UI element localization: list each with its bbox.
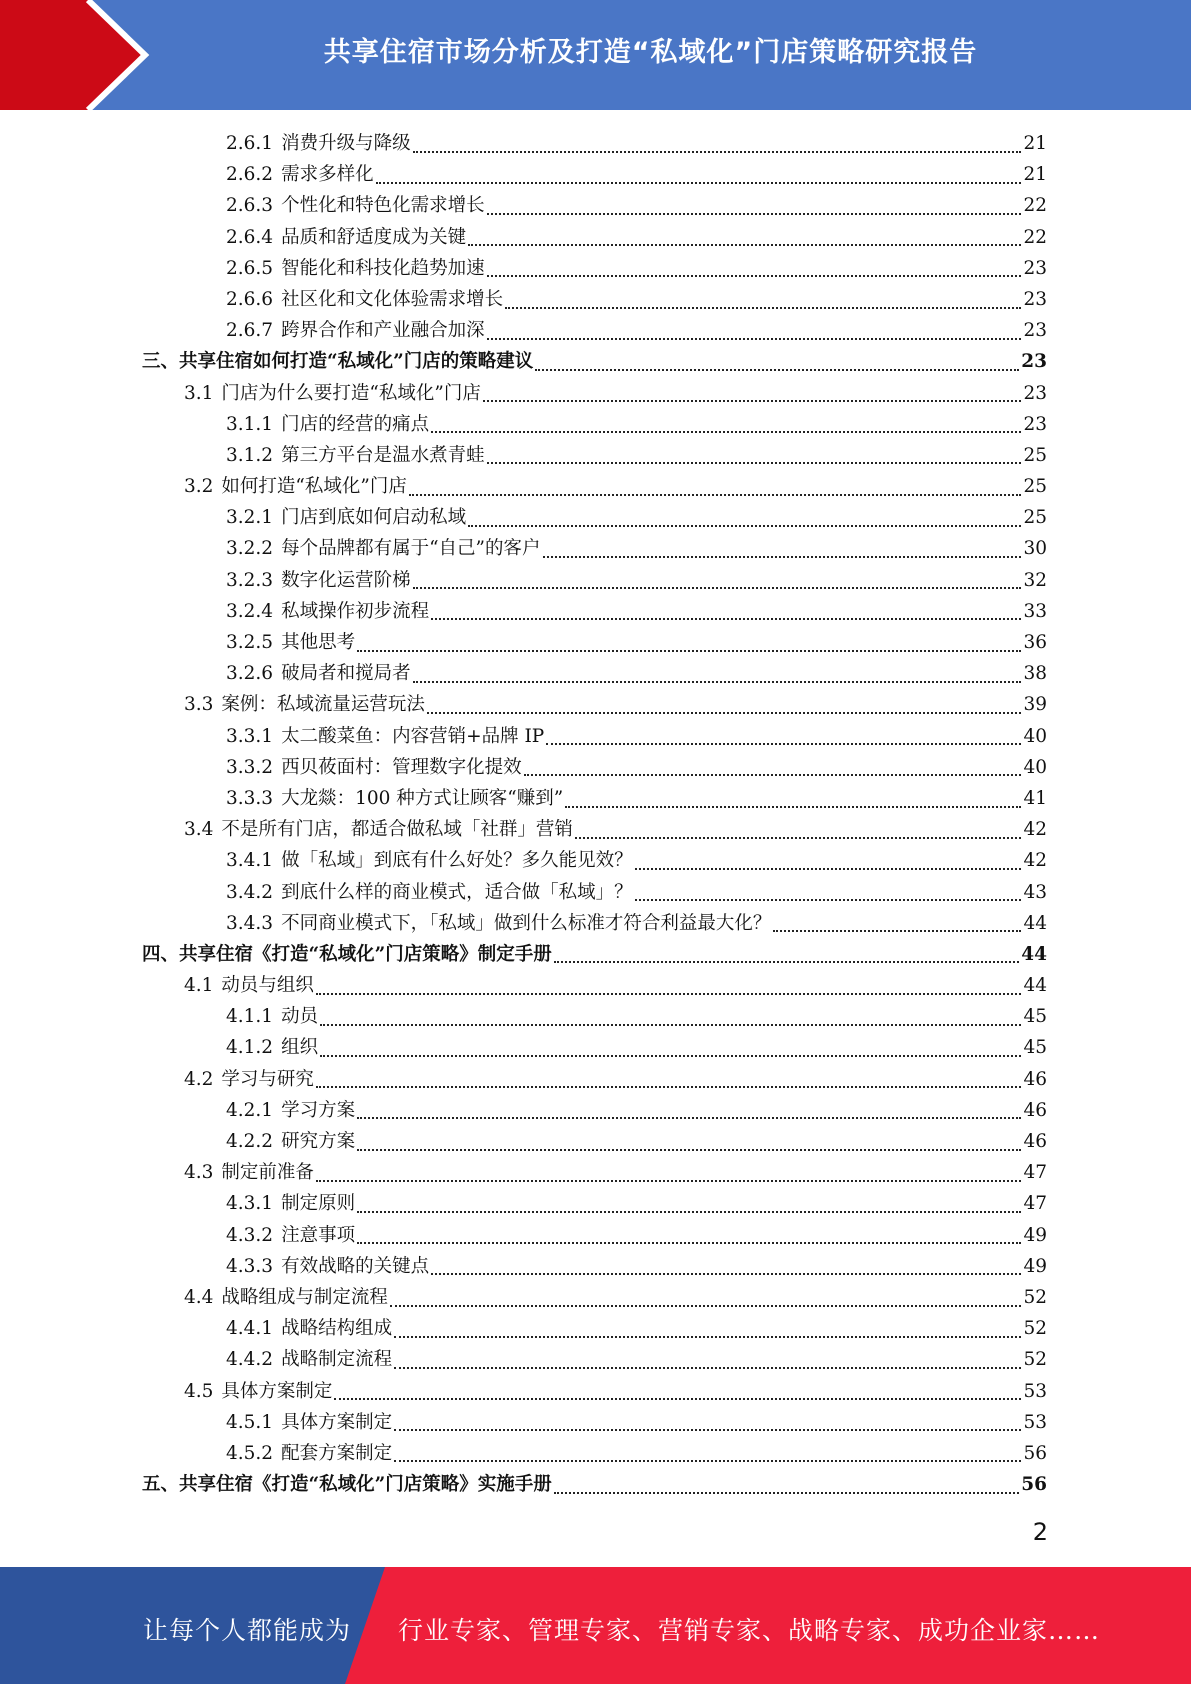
toc-entry-title: 做「私域」到底有什么好处？多久能见效？ <box>281 850 633 872</box>
toc-entry-title: 研究方案 <box>281 1131 356 1152</box>
toc-entry[interactable] <box>142 1344 1047 1375</box>
toc-entry-page: 22 <box>1023 195 1047 217</box>
toc-entry-title: 制定原则 <box>281 1193 356 1215</box>
toc-entry-title: 注意事项 <box>281 1224 356 1246</box>
toc-entry[interactable] <box>142 814 1047 845</box>
toc-leader-dots <box>394 1367 1021 1369</box>
toc-entry[interactable] <box>142 1032 1047 1063</box>
toc-entry-page: 23 <box>1023 320 1047 342</box>
toc-entry[interactable] <box>142 627 1047 658</box>
toc-entry[interactable] <box>142 752 1047 783</box>
toc-leader-dots <box>390 1305 1022 1307</box>
toc-entry[interactable] <box>142 1407 1047 1438</box>
toc-entry-title: 组织 <box>281 1037 319 1059</box>
toc-entry-title: 共享住宿如何打造“私域化”门店的策略建议 <box>179 351 534 373</box>
toc-leader-dots <box>376 182 1022 184</box>
toc-entry-title: 消费升级与降级 <box>281 133 411 154</box>
toc-entry-number: 3.4.2 <box>226 881 274 903</box>
toc-entry-page: 30 <box>1023 538 1047 560</box>
toc-entry-page: 32 <box>1023 569 1047 591</box>
toc-entry-page: 42 <box>1023 819 1047 841</box>
toc-entry-page: 23 <box>1023 257 1047 279</box>
toc-entry-title: 西贝莜面村：管理数字化提效 <box>281 756 522 778</box>
toc-entry[interactable] <box>142 1251 1047 1282</box>
toc-entry-number: 3.2.3 <box>226 569 274 591</box>
toc-entry[interactable] <box>142 845 1047 876</box>
toc-entry-number: 4.4 <box>184 1286 214 1308</box>
toc-leader-dots <box>320 1024 1021 1026</box>
toc-entry-number: 4.3.1 <box>226 1193 274 1215</box>
toc-entry-page: 41 <box>1023 787 1047 809</box>
toc-entry-page: 53 <box>1023 1380 1047 1402</box>
toc-entry[interactable] <box>142 1376 1047 1407</box>
toc-entry-number: 3.1 <box>184 382 214 404</box>
toc-entry-number: 4.2.2 <box>226 1131 274 1152</box>
toc-leader-dots <box>357 1242 1021 1244</box>
toc-entry-page: 25 <box>1023 444 1047 466</box>
page-header <box>0 0 1191 110</box>
toc-entry-number: 2.6.7 <box>226 320 274 342</box>
toc-entry-page: 45 <box>1023 1037 1047 1059</box>
toc-entry-number: 3.3 <box>184 694 214 716</box>
toc-leader-dots <box>487 462 1022 464</box>
footer-slogan-right: 行业专家、管理专家、营销专家、战略专家、成功企业家…… <box>398 1616 1101 1645</box>
toc-entry[interactable] <box>142 721 1047 752</box>
toc-leader-dots <box>357 650 1021 652</box>
toc-leader-dots <box>316 1086 1022 1088</box>
toc-entry-page: 42 <box>1023 850 1047 872</box>
toc-entry[interactable] <box>142 159 1047 190</box>
toc-entry-title: 每个品牌都有属于“自己”的客户 <box>281 538 541 560</box>
toc-leader-dots <box>773 930 1021 932</box>
toc-leader-dots <box>575 837 1022 839</box>
toc-entry[interactable] <box>142 1313 1047 1344</box>
toc-entry-title: 社区化和文化体验需求增长 <box>281 288 504 310</box>
toc-entry-title: 需求多样化 <box>281 164 374 186</box>
toc-leader-dots <box>483 400 1022 402</box>
toc-entry-title: 配套方案制定 <box>281 1442 393 1464</box>
toc-entry[interactable] <box>142 1188 1047 1219</box>
toc-leader-dots <box>357 1117 1021 1119</box>
toc-entry-number: 四、 <box>142 943 180 965</box>
footer-slogan-left: 让每个人都能成为 <box>143 1616 352 1645</box>
toc-entry[interactable] <box>142 1157 1047 1188</box>
toc-entry-page: 56 <box>1021 1474 1047 1496</box>
toc-leader-dots <box>468 244 1021 246</box>
toc-entry-number: 4.1 <box>184 975 214 997</box>
toc-leader-dots <box>487 213 1022 215</box>
toc-entry[interactable] <box>142 1469 1047 1500</box>
toc-entry-page: 44 <box>1023 912 1047 934</box>
toc-entry-title: 学习与研究 <box>221 1068 314 1090</box>
toc-entry-number: 4.4.1 <box>226 1318 274 1340</box>
toc-entry-title: 不同商业模式下，「私域」做到什么标准才符合利益最大化？ <box>281 912 772 934</box>
toc-entry[interactable] <box>142 1001 1047 1032</box>
toc-entry-title: 品质和舒适度成为关键 <box>281 226 467 248</box>
toc-entry[interactable] <box>142 284 1047 315</box>
toc-entry-page: 56 <box>1023 1442 1047 1464</box>
toc-entry-page: 44 <box>1021 943 1047 965</box>
toc-entry-page: 25 <box>1023 476 1047 498</box>
toc-leader-dots <box>431 431 1021 433</box>
toc-entry[interactable] <box>142 1438 1047 1469</box>
toc-leader-dots <box>543 556 1022 558</box>
toc-entry[interactable] <box>142 1220 1047 1251</box>
toc-entry-page: 44 <box>1023 975 1047 997</box>
toc-entry-number: 3.2.4 <box>226 600 274 622</box>
toc-leader-dots <box>394 1460 1021 1462</box>
toc-entry[interactable] <box>142 409 1047 440</box>
toc-entry-page: 40 <box>1023 725 1047 747</box>
toc-entry-number: 4.5.2 <box>226 1442 274 1464</box>
toc-entry-page: 46 <box>1023 1068 1047 1090</box>
toc-entry-title: 破局者和搅局者 <box>281 663 411 685</box>
toc-leader-dots <box>413 587 1022 589</box>
toc-entry-number: 3.4.1 <box>226 850 274 872</box>
toc-entry-number: 3.2 <box>184 476 214 498</box>
toc-entry[interactable] <box>142 533 1047 564</box>
toc-entry[interactable] <box>142 658 1047 689</box>
page-footer <box>0 1567 1191 1684</box>
toc-entry-page: 43 <box>1023 881 1047 903</box>
toc-entry-page: 40 <box>1023 756 1047 778</box>
toc-entry[interactable] <box>142 222 1047 253</box>
toc-entry[interactable] <box>142 565 1047 596</box>
toc-entry-title: 到底什么样的商业模式，适合做「私域」？ <box>281 881 633 903</box>
toc-entry[interactable] <box>142 502 1047 533</box>
toc-entry[interactable] <box>142 1095 1047 1126</box>
toc-entry-page: 22 <box>1023 226 1047 248</box>
toc-entry-page: 21 <box>1023 164 1047 186</box>
toc-entry[interactable] <box>142 689 1047 720</box>
toc-leader-dots <box>427 712 1022 714</box>
toc-leader-dots <box>413 151 1022 153</box>
toc-entry-page: 21 <box>1023 133 1047 154</box>
toc-leader-dots <box>431 618 1021 620</box>
toc-entry-title: 私域操作初步流程 <box>281 600 430 622</box>
toc-entry[interactable] <box>142 440 1047 471</box>
toc-entry[interactable] <box>142 1282 1047 1313</box>
toc-entry-title: 战略组成与制定流程 <box>221 1286 388 1308</box>
toc-entry-page: 47 <box>1023 1162 1047 1184</box>
toc-entry-title: 动员 <box>281 1006 319 1028</box>
toc-entry-page: 23 <box>1023 382 1047 404</box>
toc-entry-title: 有效战略的关键点 <box>281 1255 430 1277</box>
toc-entry[interactable] <box>142 908 1047 939</box>
toc-entry-title: 其他思考 <box>281 632 356 653</box>
toc-entry-title: 如何打造“私域化”门店 <box>221 476 407 498</box>
toc-entry-number: 3.1.2 <box>226 444 274 466</box>
toc-entry[interactable] <box>142 471 1047 502</box>
toc-entry-number: 3.2.5 <box>226 632 274 653</box>
toc-entry-number: 3.4 <box>184 819 214 841</box>
toc-entry-page: 33 <box>1023 600 1047 622</box>
toc-entry-page: 46 <box>1023 1131 1047 1152</box>
toc-entry-page: 23 <box>1023 413 1047 435</box>
toc-entry-title: 学习方案 <box>281 1099 356 1121</box>
toc-entry-title: 太二酸菜鱼：内容营销+品牌 IP <box>281 725 545 747</box>
toc-entry-page: 46 <box>1023 1099 1047 1121</box>
toc-entry-title: 门店到底如何启动私域 <box>281 507 467 529</box>
toc-entry-number: 4.2.1 <box>226 1099 274 1121</box>
toc-leader-dots <box>316 993 1022 995</box>
toc-leader-dots <box>505 307 1021 309</box>
toc-entry-number: 4.1.1 <box>226 1006 274 1028</box>
toc-leader-dots <box>431 1273 1021 1275</box>
toc-leader-dots <box>320 1055 1021 1057</box>
toc-entry-number: 五、 <box>142 1474 180 1496</box>
toc-entry-number: 2.6.5 <box>226 257 274 279</box>
toc-leader-dots <box>554 961 1019 963</box>
toc-entry[interactable] <box>142 783 1047 814</box>
toc-entry-number: 3.2.2 <box>226 538 274 560</box>
report-title: 共享住宿市场分析及打造“私域化”门店策略研究报告 <box>323 37 978 68</box>
toc-entry-page: 23 <box>1023 288 1047 310</box>
toc-leader-dots <box>409 494 1022 496</box>
toc-entry[interactable] <box>142 596 1047 627</box>
toc-entry-number: 3.4.3 <box>226 912 274 934</box>
toc-entry-title: 门店为什么要打造“私域化”门店 <box>221 382 481 404</box>
header-chevron-decoration <box>0 0 170 110</box>
toc-entry-page: 38 <box>1023 663 1047 685</box>
toc-leader-dots <box>316 1180 1022 1182</box>
toc-entry-number: 2.6.4 <box>226 226 274 248</box>
toc-leader-dots <box>554 1492 1019 1494</box>
toc-entry-number: 3.3.2 <box>226 756 274 778</box>
page-number: 2 <box>1032 1518 1048 1546</box>
toc-entry-title: 动员与组织 <box>221 975 314 997</box>
toc-entry-title: 战略结构组成 <box>281 1318 393 1340</box>
toc-entry[interactable] <box>142 1126 1047 1157</box>
toc-entry-number: 3.3.3 <box>226 787 274 809</box>
toc-leader-dots <box>565 806 1021 808</box>
toc-entry-number: 4.5.1 <box>226 1411 274 1433</box>
toc-leader-dots <box>635 899 1022 901</box>
toc-entry-number: 4.3.3 <box>226 1255 274 1277</box>
toc-entry[interactable] <box>142 970 1047 1001</box>
toc-entry-title: 大龙燚：100 种方式让顾客“赚到” <box>281 787 564 809</box>
toc-entry-number: 4.1.2 <box>226 1037 274 1059</box>
toc-entry-title: 第三方平台是温水煮青蛙 <box>281 444 485 466</box>
toc-entry-number: 4.3.2 <box>226 1224 274 1246</box>
toc-entry-page: 49 <box>1023 1255 1047 1277</box>
toc-leader-dots <box>487 275 1022 277</box>
toc-leader-dots <box>535 369 1019 371</box>
toc-entry-page: 47 <box>1023 1193 1047 1215</box>
toc-entry-number: 2.6.6 <box>226 288 274 310</box>
toc-entry-number: 2.6.2 <box>226 164 274 186</box>
toc-entry[interactable] <box>142 315 1047 346</box>
toc-leader-dots <box>334 1398 1021 1400</box>
toc-entry-title: 不是所有门店，都适合做私域「社群」营销 <box>221 819 573 841</box>
toc-entry[interactable] <box>142 190 1047 221</box>
toc-entry[interactable] <box>142 1064 1047 1095</box>
toc-entry-number: 4.3 <box>184 1162 214 1184</box>
toc-entry[interactable] <box>142 378 1047 409</box>
toc-entry[interactable] <box>142 253 1047 284</box>
toc-entry-page: 45 <box>1023 1006 1047 1028</box>
toc-entry-number: 3.2.6 <box>226 663 274 685</box>
toc-entry[interactable] <box>142 939 1047 970</box>
toc-entry-title: 共享住宿《打造“私域化”门店策略》实施手册 <box>179 1474 552 1496</box>
toc-entry-number: 3.1.1 <box>226 413 274 435</box>
toc-entry-number: 2.6.1 <box>226 133 274 154</box>
toc-entry-title: 个性化和特色化需求增长 <box>281 195 485 217</box>
toc-entry-page: 25 <box>1023 507 1047 529</box>
toc-entry[interactable] <box>142 128 1047 159</box>
toc-entry-title: 具体方案制定 <box>281 1411 393 1433</box>
toc-leader-dots <box>524 774 1022 776</box>
toc-entry[interactable] <box>142 877 1047 908</box>
toc-leader-dots <box>394 1429 1021 1431</box>
toc-leader-dots <box>394 1336 1021 1338</box>
toc-entry-title: 制定前准备 <box>221 1162 314 1184</box>
toc-entry-page: 49 <box>1023 1224 1047 1246</box>
toc-entry-page: 36 <box>1023 632 1047 653</box>
toc-entry-number: 3.2.1 <box>226 507 274 529</box>
toc-entry-page: 23 <box>1021 351 1047 373</box>
table-of-contents <box>142 128 1047 1500</box>
toc-entry-page: 53 <box>1023 1411 1047 1433</box>
toc-entry-number: 2.6.3 <box>226 195 274 217</box>
toc-entry-number: 4.4.2 <box>226 1349 274 1371</box>
toc-leader-dots <box>635 868 1022 870</box>
toc-entry-page: 52 <box>1023 1349 1047 1371</box>
toc-entry-page: 52 <box>1023 1286 1047 1308</box>
toc-entry-number: 4.5 <box>184 1380 214 1402</box>
toc-leader-dots <box>487 338 1022 340</box>
toc-entry-title: 数字化运营阶梯 <box>281 569 411 591</box>
toc-entry-number: 4.2 <box>184 1068 214 1090</box>
toc-entry-title: 共享住宿《打造“私域化”门店策略》制定手册 <box>179 943 552 965</box>
toc-leader-dots <box>357 1211 1021 1213</box>
toc-leader-dots <box>357 1149 1021 1151</box>
toc-entry-title: 门店的经营的痛点 <box>281 413 430 435</box>
toc-entry-page: 52 <box>1023 1318 1047 1340</box>
toc-entry-title: 战略制定流程 <box>281 1349 393 1371</box>
toc-entry-number: 三、 <box>142 351 180 373</box>
toc-leader-dots <box>546 743 1021 745</box>
toc-entry-title: 案例：私域流量运营玩法 <box>221 694 425 716</box>
toc-entry-title: 智能化和科技化趋势加速 <box>281 257 485 279</box>
toc-entry-number: 3.3.1 <box>226 725 274 747</box>
toc-entry-title: 具体方案制定 <box>221 1380 333 1402</box>
toc-leader-dots <box>468 525 1021 527</box>
toc-entry[interactable] <box>142 346 1047 377</box>
toc-entry-title: 跨界合作和产业融合加深 <box>281 320 485 342</box>
toc-entry-page: 39 <box>1023 694 1047 716</box>
toc-leader-dots <box>413 681 1022 683</box>
